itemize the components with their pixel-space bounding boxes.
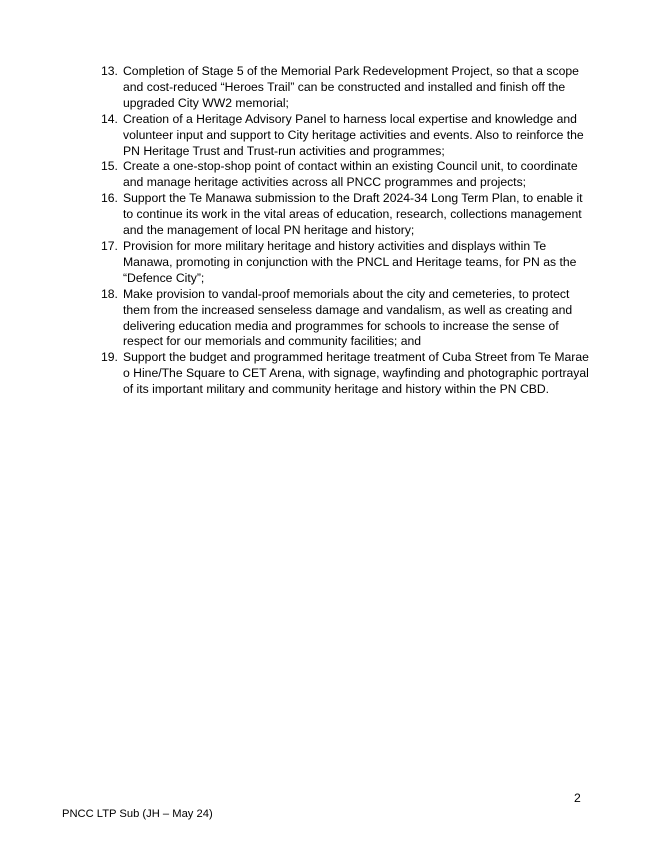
- list-item-number: 17.: [101, 238, 118, 253]
- list-item: [101, 64, 591, 112]
- list-item-text: Support the Te Manawa submission to the Draft 2024-34 Long Term Plan, to enable it to continue its work in the vital areas of education, research, collections management and the management of local PN heritage and history;: [123, 191, 583, 238]
- list-item: [101, 159, 591, 191]
- list-item: [101, 287, 591, 351]
- list-item: [101, 112, 591, 160]
- list-item-number: 19.: [101, 350, 118, 365]
- list-item-number: 16.: [101, 191, 118, 206]
- list-item-number: 18.: [101, 286, 118, 301]
- list-item-number: 15.: [101, 159, 118, 174]
- document-footer: PNCC LTP Sub (JH – May 24): [62, 808, 213, 820]
- page-number: 2: [574, 791, 581, 805]
- list-item-text: Creation of a Heritage Advisory Panel to harness local expertise and knowledge and volunteer input and support to City heritage activities and events. Also to reinforce the PN Heritage Trust and Trust-run activities and programmes;: [123, 111, 584, 158]
- list-item-text: Completion of Stage 5 of the Memorial Park Redevelopment Project, so that a scope and cost-reduced “Heroes Trail” can be constructed and installed and finish off the upgraded City WW2 memorial;: [123, 64, 579, 110]
- list-item-number: 14.: [101, 111, 118, 126]
- list-item-text: Make provision to vandal-proof memorials about the city and cemeteries, to protect them from the increased senseless damage and vandalism, as well as creating and delivering education media and programmes for schools to increase the sense of respect for our memorials and community facilities; and: [123, 286, 573, 349]
- list-item-number: 13.: [101, 64, 118, 78]
- list-item: [101, 191, 591, 239]
- list-item-text: Provision for more military heritage and history activities and displays within Te Manawa, promoting in conjunction with the PNCL and Heritage teams, for PN as the “Defence City”;: [123, 238, 577, 285]
- list-item-text: Create a one-stop-shop point of contact within an existing Council unit, to coordinate and manage heritage activities across all PNCC programmes and projects;: [123, 159, 578, 190]
- list-item: [101, 350, 591, 398]
- numbered-list: [101, 64, 591, 398]
- list-item-text: Support the budget and programmed heritage treatment of Cuba Street from Te Marae o Hine/The Square to CET Arena, with signage, wayfinding and photographic portrayal of its important military and community heritage and history within the PN CBD.: [123, 350, 589, 397]
- list-item: [101, 239, 591, 287]
